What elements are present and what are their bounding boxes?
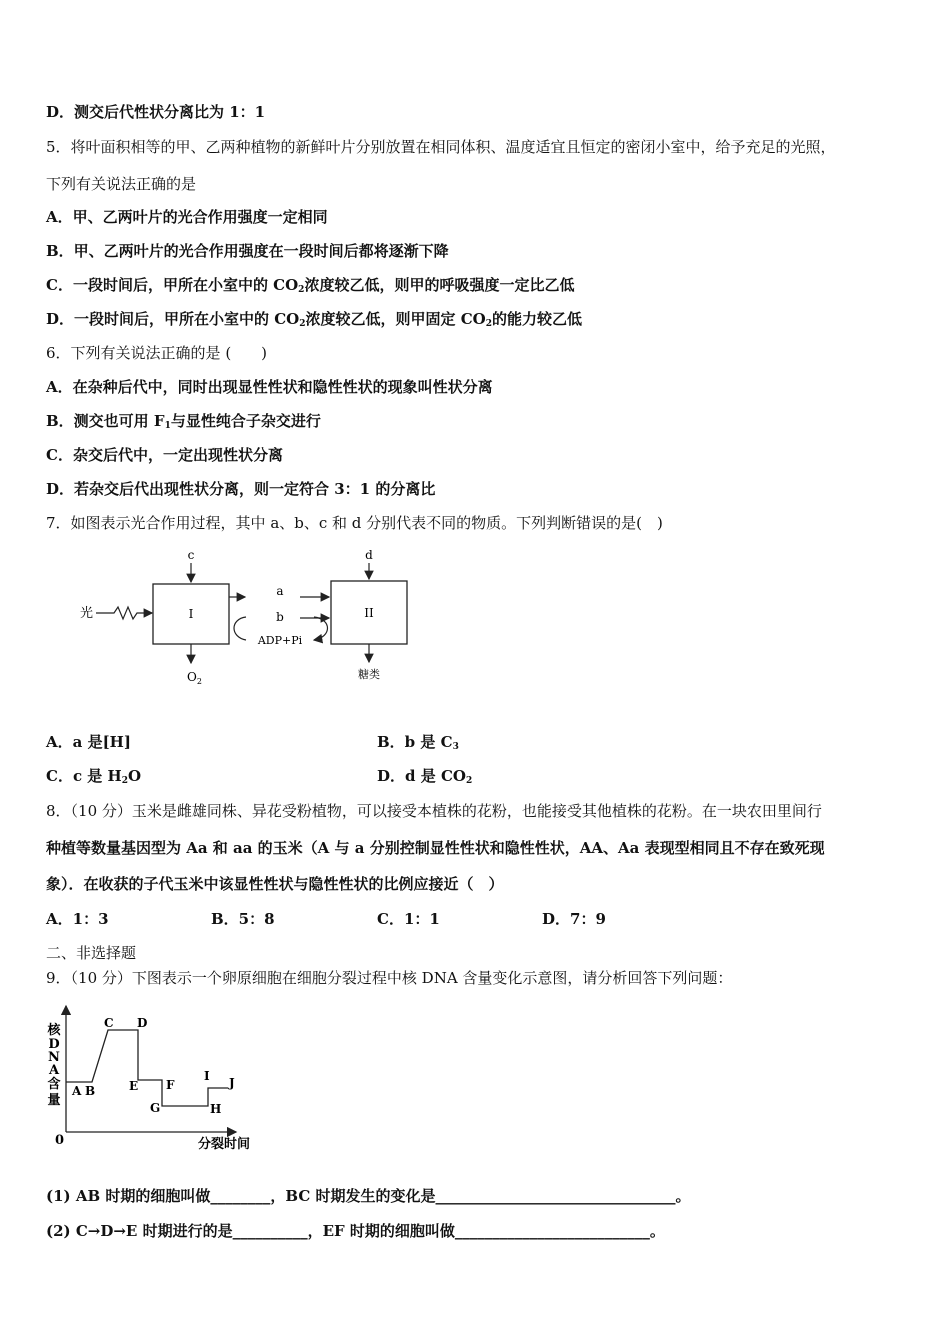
q7-stem: 7．如图表示光合作用过程，其中 a、b、c 和 d 分别代表不同的物质。下列判断错误的是( ) bbox=[46, 514, 663, 532]
q6-option-a: A．在杂种后代中，同时出现显性性状和隐性性状的现象叫性状分离 bbox=[46, 378, 493, 396]
q8-stem-line3: 象）．在收获的子代玉米中该显性性状与隐性性状的比例应接近（ ） bbox=[46, 875, 504, 893]
adp-loop-right bbox=[314, 617, 328, 640]
q5-stem-line1: 5．将叶面积相等的甲、乙两种植物的新鲜叶片分别放置在相同体积、温度适宜且恒定的密闭小室中，给予充足的光照， bbox=[46, 138, 836, 156]
q7-option-d: D．d 是 $CO_2$ bbox=[377, 767, 473, 786]
adp-loop-left bbox=[234, 617, 246, 640]
q7-option-a: A．a 是[H] bbox=[46, 733, 131, 751]
q8-option-b: B．5：8 bbox=[211, 910, 275, 928]
svg-text:E: E bbox=[129, 1079, 139, 1093]
svg-text:核: 核 bbox=[47, 1023, 61, 1038]
q8-stem-line1: 8．（10 分）玉米是雌雄同株、异花受粉植物，可以接受本植株的花粉，也能接受其他植株的花粉。在一块农田里间行 bbox=[46, 802, 822, 820]
svg-text:H: H bbox=[210, 1102, 222, 1116]
q5-option-a: A．甲、乙两叶片的光合作用强度一定相同 bbox=[46, 208, 328, 226]
c-label: c bbox=[187, 548, 195, 562]
light-zigzag-arrow bbox=[96, 607, 152, 619]
q5-option-b: B．甲、乙两叶片的光合作用强度在一段时间后都将逐渐下降 bbox=[46, 242, 449, 260]
q5-option-c: C．一段时间后，甲所在小室中的 $CO_2$浓度较乙低，则甲的呼吸强度一定比乙低 bbox=[46, 276, 575, 295]
x-axis-label: 分裂时间 bbox=[198, 1137, 251, 1152]
svg-text:D: D bbox=[137, 1016, 148, 1030]
svg-text:A: A bbox=[72, 1084, 82, 1098]
svg-text:量: 量 bbox=[47, 1093, 61, 1108]
origin-label: 0 bbox=[54, 1133, 64, 1148]
svg-text:A: A bbox=[48, 1063, 60, 1078]
svg-text:N: N bbox=[48, 1050, 60, 1065]
svg-text:B: B bbox=[85, 1084, 96, 1098]
q9-sub-question-1: (1) AB 时期的细胞叫做________，BC 时期发生的变化是________________________________。 bbox=[46, 1187, 691, 1205]
q9-sub-question-2: (2) C→D→E 时期进行的是__________，EF 时期的细胞叫做__________________________。 bbox=[46, 1222, 665, 1240]
adp-label: ADP+Pi bbox=[257, 634, 303, 647]
y-axis-label bbox=[46, 1022, 61, 1108]
q9-stem: 9．（10 分）下图表示一个卵原细胞在细胞分裂过程中核 DNA 含量变化示意图，请分析回答下列问题： bbox=[46, 969, 733, 987]
sugar-label: 糖类 bbox=[358, 668, 380, 681]
photosynthesis-diagram bbox=[70, 545, 430, 695]
q5-option-d: D．一段时间后，甲所在小室中的 $CO_2$浓度较乙低，则甲固定 $CO_2$的能力较乙低 bbox=[46, 310, 583, 329]
box-2-label: II bbox=[364, 606, 374, 620]
svg-text:J: J bbox=[229, 1076, 235, 1090]
q7-option-b: B．b 是 $C_3$ bbox=[377, 733, 459, 752]
a-label: a bbox=[276, 584, 284, 598]
dna-content-graph bbox=[40, 1000, 270, 1160]
q6-option-c: C．杂交后代中，一定出现性状分离 bbox=[46, 446, 283, 464]
section-2-heading: 二、非选择题 bbox=[46, 944, 137, 962]
q6-option-b: B．测交也可用 $F_1$与显性纯合子杂交进行 bbox=[46, 412, 321, 431]
o2-label: $O_2$ bbox=[187, 670, 202, 686]
q6-stem: 6．下列有关说法正确的是 ( ) bbox=[46, 344, 268, 362]
q8-option-d: D．7：9 bbox=[542, 910, 606, 928]
svg-text:D: D bbox=[48, 1037, 60, 1052]
q5-stem-line2: 下列有关说法正确的是 bbox=[46, 175, 197, 193]
q6-option-d: D．若杂交后代出现性状分离，则一定符合 3：1 的分离比 bbox=[46, 480, 436, 498]
box-1-label: I bbox=[188, 607, 194, 621]
q8-option-a: A．1：3 bbox=[46, 910, 109, 928]
q7-option-c: C．c 是 $H_2O$ bbox=[46, 767, 142, 786]
svg-text:F: F bbox=[166, 1078, 175, 1092]
q4-option-d: D．测交后代性状分离比为 1：1 bbox=[46, 103, 266, 121]
svg-text:C: C bbox=[104, 1016, 114, 1030]
svg-text:G: G bbox=[150, 1101, 161, 1115]
q8-option-c: C．1：1 bbox=[377, 910, 440, 928]
light-label: 光 bbox=[80, 606, 94, 621]
svg-text:含: 含 bbox=[47, 1077, 61, 1092]
d-label: d bbox=[365, 548, 373, 562]
curve-point-labels bbox=[71, 1016, 235, 1116]
b-label: b bbox=[276, 610, 284, 624]
q8-stem-line2: 种植等数量基因型为 Aa 和 aa 的玉米（A 与 a 分别控制显性性状和隐性性状，AA、Aa 表现型相同且不存在致死现 bbox=[46, 839, 825, 857]
svg-text:I: I bbox=[204, 1069, 210, 1083]
